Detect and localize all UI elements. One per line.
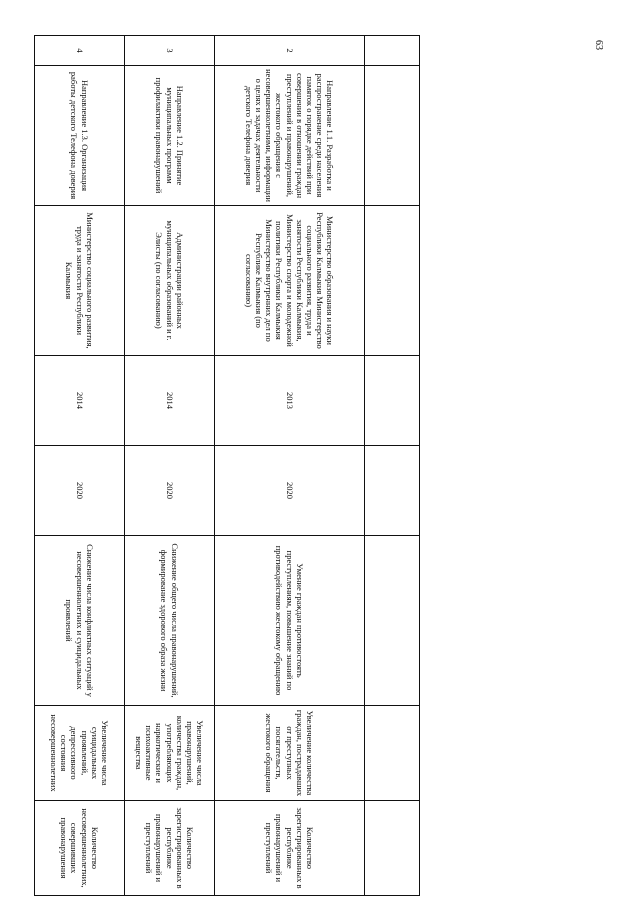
cell-year-start: 2014 bbox=[35, 356, 125, 446]
table-row bbox=[125, 36, 215, 896]
cell-num-continued bbox=[365, 36, 420, 66]
cell-indicator: Увеличение числа правонарушений, количества граждан, употребляющих наркотические и психоактивные вещества bbox=[125, 706, 215, 801]
cell-direction: Направление 1.1. Разработка и распространение среди населения памяток о порядке действий при совершении в отношении граждан преступлений и правонарушений, жестокого обращения с несовершеннолетними, информации о целях и задачах деятельности детского Телефона доверия bbox=[215, 66, 365, 206]
cell-year-start-continued bbox=[365, 356, 420, 446]
cell-direction-continued bbox=[365, 66, 420, 206]
cell-indicator: Увеличение числа суицидальных проявлений, депрессивного состояния несовершеннолетних bbox=[35, 706, 125, 801]
cell-year-end: 2020 bbox=[35, 446, 125, 536]
cell-target: Количество несовершеннолетних, совершивших правонарушения bbox=[35, 801, 125, 896]
cell-num: 2 bbox=[215, 36, 365, 66]
cell-indicator-continued bbox=[365, 706, 420, 801]
cell-result-continued bbox=[365, 536, 420, 706]
cell-year-start: 2014 bbox=[125, 356, 215, 446]
cell-target: Количество зарегистрированных в республике правонарушений и преступлений bbox=[215, 801, 365, 896]
cell-year-end-continued bbox=[365, 446, 420, 536]
page-number: 63 bbox=[593, 40, 604, 50]
table-row bbox=[35, 36, 125, 896]
cell-num: 4 bbox=[35, 36, 125, 66]
cell-gap-continued bbox=[365, 801, 420, 896]
cell-num: 3 bbox=[125, 36, 215, 66]
cell-direction: Направление 1.3. Организация работы детского Телефона доверия bbox=[35, 66, 125, 206]
cell-target: Количество зарегистрированных в республике правонарушений и преступлений bbox=[125, 801, 215, 896]
cell-result: Умение граждан противостоять преступлениям, повышение знаний по противодействию жестокому обращению bbox=[215, 536, 365, 706]
rotated-table-container bbox=[35, 35, 420, 895]
cell-year-end: 2020 bbox=[215, 446, 365, 536]
cell-executors: Министерство образования и науки Республики Калмыкия Министерство социального развития, труда и занятости Республики Калмыкия, Министерство спорта и молодежной политики Республики Калмыкия Министерство внутренних дел по Республике Калмыкия (по согласованию) bbox=[215, 206, 365, 356]
cell-executors-continued bbox=[365, 206, 420, 356]
cell-indicator: Увеличение количества граждан, пострадавших от преступных посягательств, жестокого обращения bbox=[215, 706, 365, 801]
cell-year-end: 2020 bbox=[125, 446, 215, 536]
cell-direction: Направление 1.2. Принятие муниципальных программ профилактики правонарушений bbox=[125, 66, 215, 206]
cell-executors: Администрации районных муниципальных образований и г. Элисты (по согласованию) bbox=[125, 206, 215, 356]
cell-result: Снижение общего числа правонарушений, формирование здорового образа жизни bbox=[125, 536, 215, 706]
cell-executors: Министерство социального развития, труда и занятости Республики Калмыкия bbox=[35, 206, 125, 356]
table-row bbox=[215, 36, 365, 896]
cell-result: Снижение числа конфликтных ситуаций у несовершеннолетних и суицидальных проявлений bbox=[35, 536, 125, 706]
cell-year-start: 2013 bbox=[215, 356, 365, 446]
table-row-continued bbox=[365, 36, 420, 896]
program-measures-table bbox=[34, 35, 420, 896]
